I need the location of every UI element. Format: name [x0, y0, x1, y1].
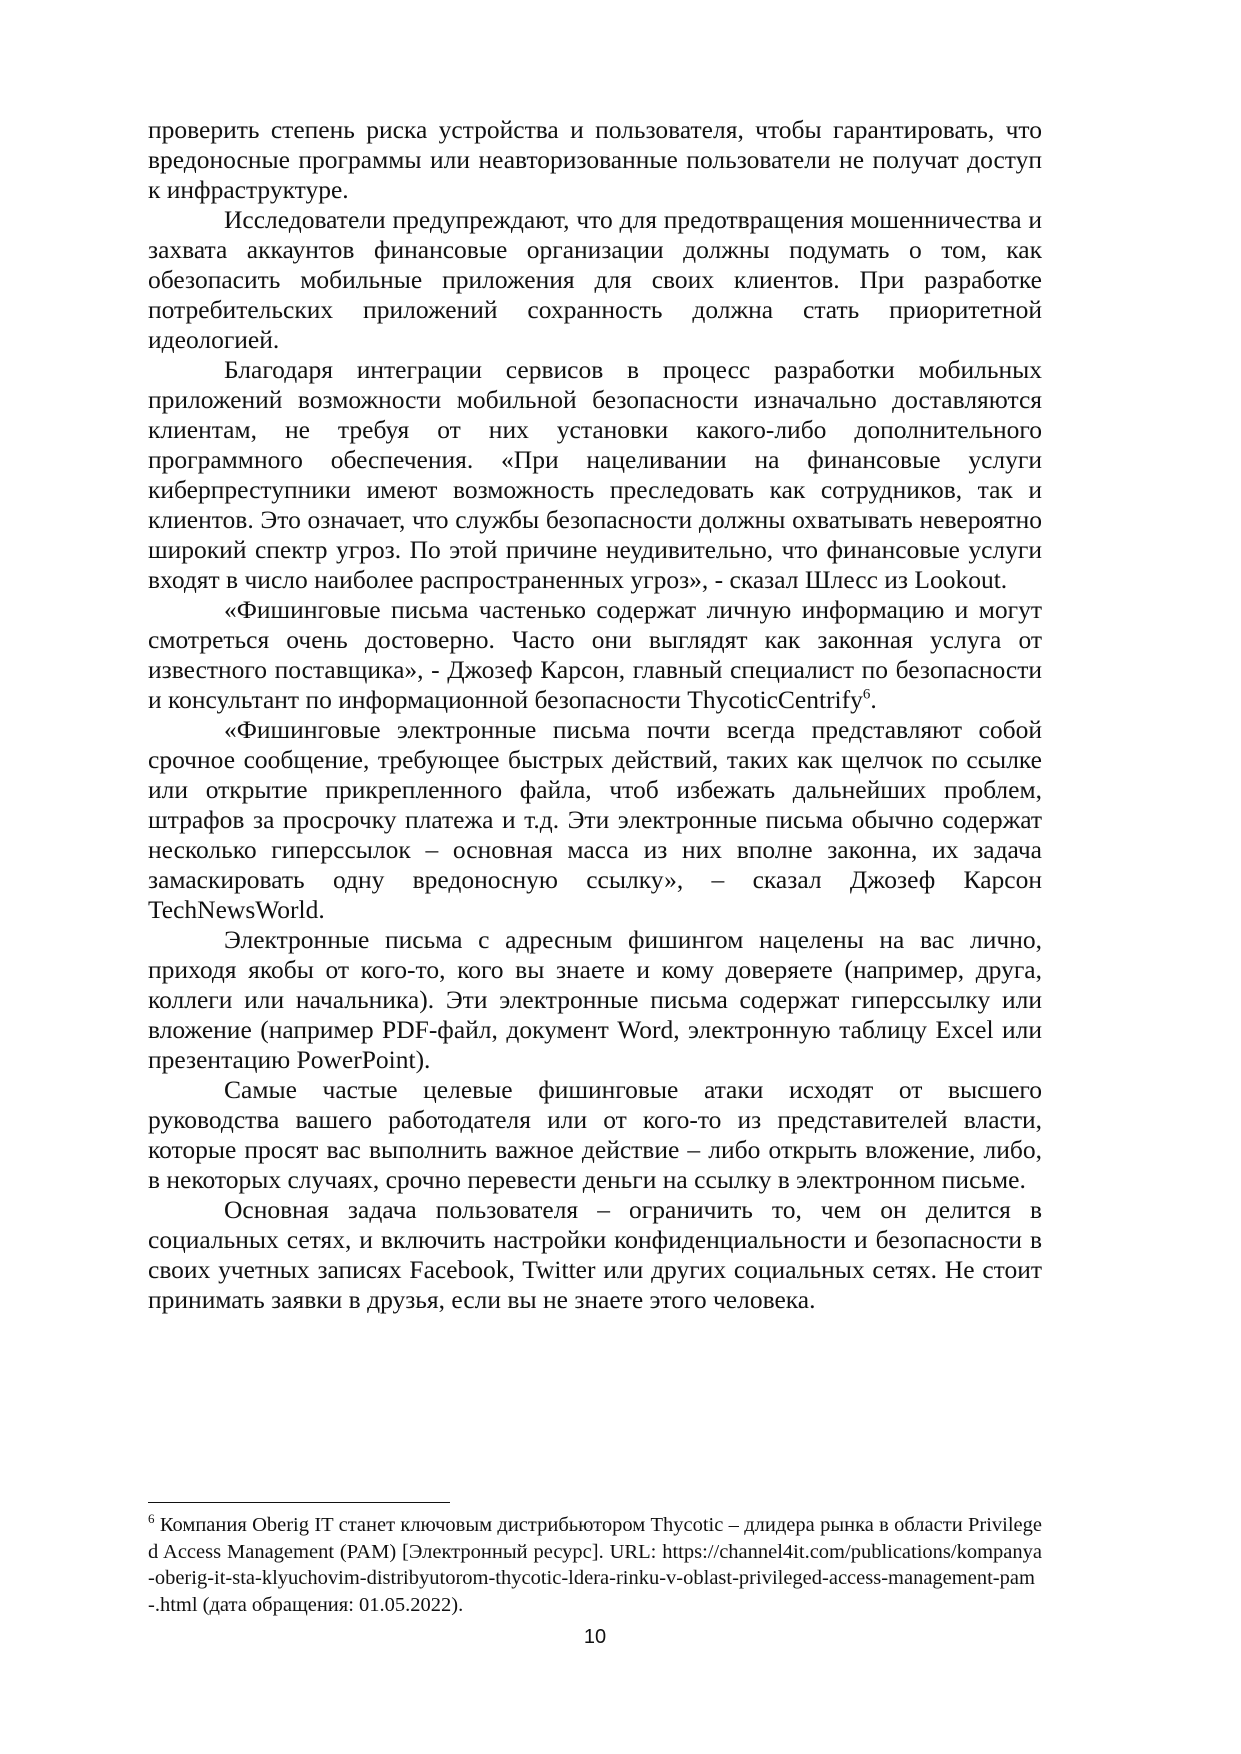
paragraph-4 [148, 595, 1042, 715]
paragraph-6: Электронные письма с адресным фишингом нацелены на вас лично, приходя якобы от кого-то, кого вы знаете и кому доверяете (например, друга, коллеги или начальника). Эти электронные письма содержат гиперссылку или вложение (например PDF-файл, документ Word, электронную таблицу Excel или презентацию PowerPoint). [148, 925, 1042, 1074]
footnote-paragraph [148, 1512, 1042, 1618]
body-text [148, 115, 1042, 1315]
paragraph-4-end: . [870, 685, 877, 714]
paragraph-2: Исследователи предупреждают, что для предотвращения мошенничества и захвата аккаунтов финансовые организации должны подумать о том, как обезопасить мобильные приложения для своих клиентов. При разработке потребительских приложений сохранность должна стать приоритетной идеологией. [148, 205, 1042, 354]
footnote-number: 6 [148, 1511, 155, 1527]
paragraph-1: проверить степень риска устройства и пользователя, чтобы гарантировать, что вредоносные программы или неавторизованные пользователи не получат доступ к инфраструктуре. [148, 115, 1042, 204]
paragraph-8: Основная задача пользователя – ограничить то, чем он делится в социальных сетях, и включить настройки конфиденциальности и безопасности в своих учетных записях Facebook, Twitter или других социальных сетях. Не стоит принимать заявки в друзья, если вы не знаете этого человека. [148, 1195, 1042, 1314]
paragraph-7: Самые частые целевые фишинговые атаки исходят от высшего руководства вашего работодателя или от кого-то из представителей власти, которые просят вас выполнить важное действие – либо открыть вложение, либо, в некоторых случаях, срочно перевести деньги на ссылку в электронном письме. [148, 1075, 1042, 1194]
paragraph-3: Благодаря интеграции сервисов в процесс разработки мобильных приложений возможности мобильной безопасности изначально доставляются клиентам, не требуя от них установки какого-либо дополнительного программного обеспечения. «При нацеливании на финансовые услуги киберпреступники имеют возможность преследовать как сотрудников, так и клиентов. Это означает, что службы безопасности должны охватывать невероятно широкий спектр угроз. По этой причине неудивительно, что финансовые услуги входят в число наиболее распространенных угроз», - сказал Шлесс из Lookout. [148, 355, 1042, 594]
footnote-text: Компания Oberig IT станет ключовым дистрибьютором Thycotic – длидера рынка в области Privileged Access Management (PAM) [Электронный ресурс]. URL: https://channel4it.com/publications/kompanya-oberig-it-sta-klyuchovim-distribyutorom-thycotic-ldera-rinku-v-oblast-privileged-access-management-pam-.html (дата обращения: 01.05.2022). [148, 1514, 1042, 1616]
footnote [148, 1512, 1042, 1618]
footnote-divider [148, 1502, 450, 1503]
footnote-reference[interactable]: 6 [862, 686, 871, 703]
paragraph-5: «Фишинговые электронные письма почти всегда представляют собой срочное сообщение, требующее быстрых действий, таких как щелчок по ссылке или открытие прикрепленного файла, чтоб избежать дальнейших проблем, штрафов за просрочку платежа и т.д. Эти электронные письма обычно содержат несколько гиперссылок – основная масса из них вполне законна, их задача замаскировать одну вредоносную ссылку», – сказал Джозеф Карсон TechNewsWorld. [148, 715, 1042, 924]
page-number: 10 [583, 1626, 607, 1648]
paragraph-4-text: «Фишинговые письма частенько содержат личную информацию и могут смотреться очень достоверно. Часто они выглядят как законная услуга от известного поставщика», - Джозеф Карсон, главный специалист по безопасности и консультант по информационной безопасности ThycoticCentrify [148, 595, 1042, 714]
